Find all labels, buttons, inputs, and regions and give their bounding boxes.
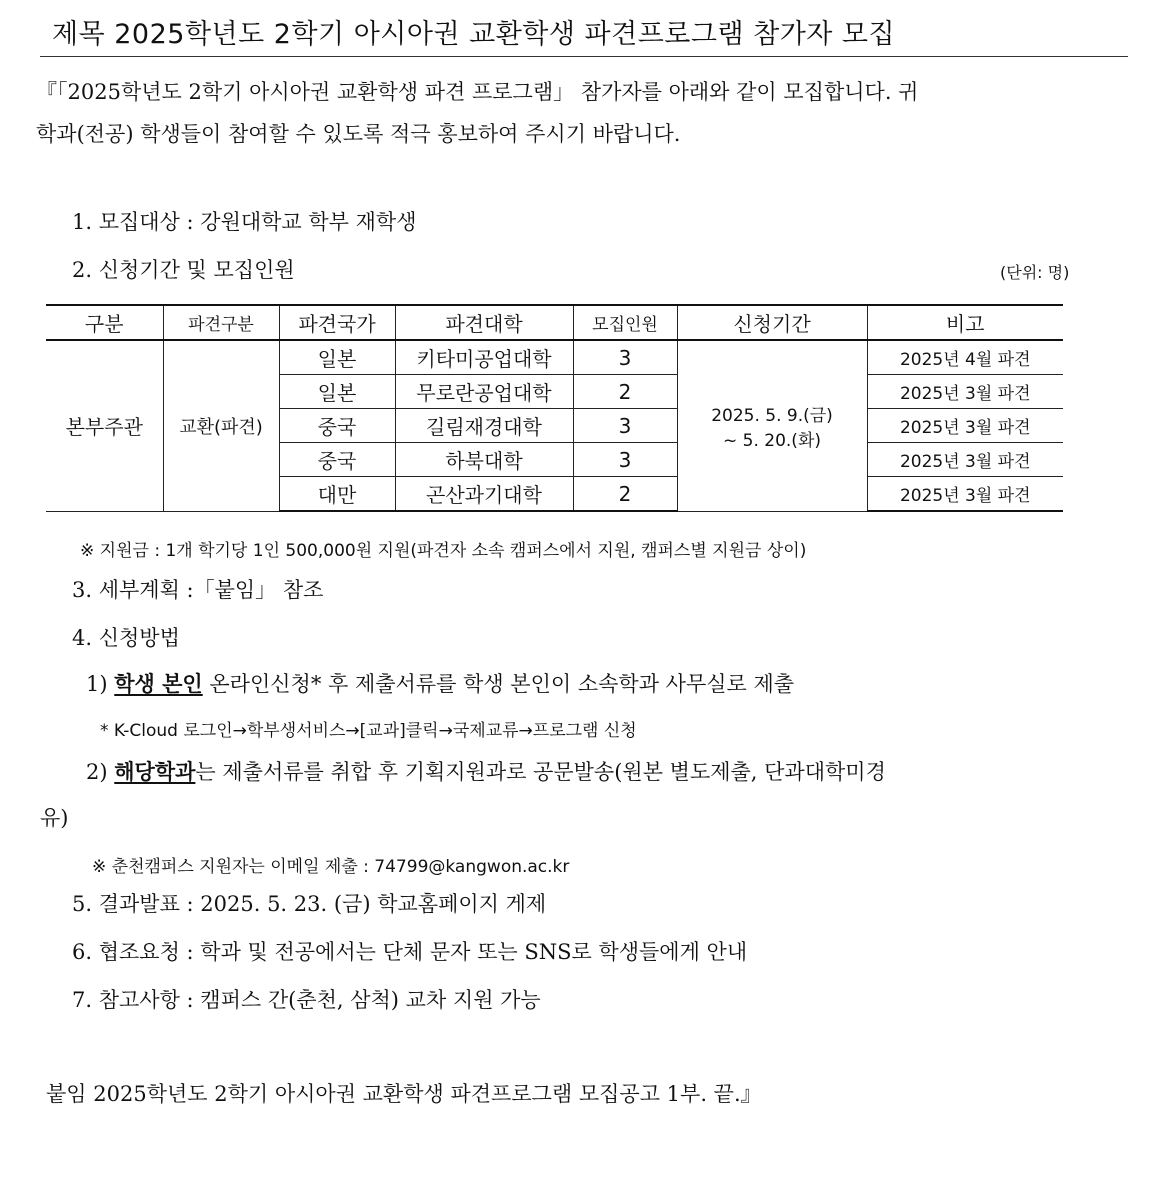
university-cell: 키타미공업대학: [395, 340, 573, 375]
country-cell: 일본: [279, 340, 395, 375]
header-cell: 신청기간: [677, 305, 867, 340]
step-2-text: 는 제출서류를 취합 후 기획지원과로 공문발송(원본 별도제출, 단과대학미경: [195, 760, 886, 784]
table-row: [46, 340, 1063, 375]
item-period: 2. 신청기간 및 모집인원: [72, 258, 295, 282]
university-cell: 길림재경대학: [395, 409, 573, 443]
header-cell: 비고: [867, 305, 1063, 340]
step-1-subject: 학생 본인: [114, 671, 203, 696]
header-cell: 파견국가: [279, 305, 395, 340]
note-cell: 2025년 3월 파견: [867, 409, 1063, 443]
university-cell: 곤산과기대학: [395, 477, 573, 512]
count-cell: 3: [573, 409, 677, 443]
step-2-subject: 해당학과: [114, 759, 196, 784]
intro-line-2: 학과(전공) 학생들이 참여할 수 있도록 적극 홍보하여 주시기 바랍니다.: [36, 122, 681, 146]
email-note: ※ 춘천캠퍼스 지원자는 이메일 제출 : 74799@kangwon.ac.kr: [92, 857, 570, 877]
step-2-number: 2): [86, 760, 108, 784]
count-cell: 3: [573, 443, 677, 477]
attachment-line: 붙임 2025학년도 2학기 아시아권 교환학생 파견프로그램 모집공고 1부. 끝.』: [46, 1082, 762, 1106]
note-cell: 2025년 3월 파견: [867, 477, 1063, 512]
header-cell: 구분: [46, 305, 163, 340]
note-cell: 2025년 3월 파견: [867, 375, 1063, 409]
group-cell: 본부주관: [46, 340, 163, 511]
item-result: 5. 결과발표 : 2025. 5. 23. (금) 학교홈페이지 게제: [72, 892, 547, 916]
title-divider: [40, 56, 1128, 57]
recruitment-table: [46, 304, 1063, 512]
document-title: 제목 2025학년도 2학기 아시아권 교환학생 파견프로그램 참가자 모집: [52, 19, 896, 50]
k-cloud-note: * K-Cloud 로그인→학부생서비스→[교과]클릭→국제교류→프로그램 신청: [100, 721, 637, 741]
item-cooperation: 6. 협조요청 : 학과 및 전공에서는 단체 문자 또는 SNS로 학생들에게 안내: [72, 940, 748, 964]
period-start: 2025. 5. 9.(금): [711, 405, 833, 426]
item-target: 1. 모집대상 : 강원대학교 학부 재학생: [72, 210, 417, 234]
count-cell: 3: [573, 340, 677, 375]
item-reference: 7. 참고사항 : 캠퍼스 간(춘천, 삼척) 교차 지원 가능: [72, 988, 541, 1012]
method-step-2-continued: 유): [40, 806, 69, 830]
count-cell: 2: [573, 477, 677, 512]
university-cell: 하북대학: [395, 443, 573, 477]
item-method: 4. 신청방법: [72, 626, 180, 650]
university-cell: 무로란공업대학: [395, 375, 573, 409]
funding-note: ※ 지원금 : 1개 학기당 1인 500,000원 지원(파견자 소속 캠퍼스에서 지원, 캠퍼스별 지원금 상이): [80, 541, 807, 561]
unit-label: (단위: 명): [1000, 263, 1070, 282]
header-cell: 모집인원: [573, 305, 677, 340]
type-cell: 교환(파견): [163, 340, 279, 511]
period-cell: [677, 340, 867, 511]
country-cell: 중국: [279, 409, 395, 443]
header-cell: 파견구분: [163, 305, 279, 340]
country-cell: 일본: [279, 375, 395, 409]
table-header-row: [46, 305, 1063, 340]
intro-line-1: 『「2025학년도 2학기 아시아권 교환학생 파견 프로그램」 참가자를 아래와 같이 모집합니다. 귀: [36, 80, 919, 104]
header-cell: 파견대학: [395, 305, 573, 340]
step-1-text: 온라인신청* 후 제출서류를 학생 본인이 소속학과 사무실로 제출: [202, 672, 795, 696]
step-1-number: 1): [86, 672, 108, 696]
item-plan: 3. 세부계획 :「붙임」 참조: [72, 578, 324, 602]
country-cell: 대만: [279, 477, 395, 512]
note-cell: 2025년 3월 파견: [867, 443, 1063, 477]
note-cell: 2025년 4월 파견: [867, 340, 1063, 375]
period-end: ~ 5. 20.(화): [723, 430, 821, 451]
method-step-2: [86, 756, 886, 786]
count-cell: 2: [573, 375, 677, 409]
country-cell: 중국: [279, 443, 395, 477]
method-step-1: [86, 668, 794, 698]
